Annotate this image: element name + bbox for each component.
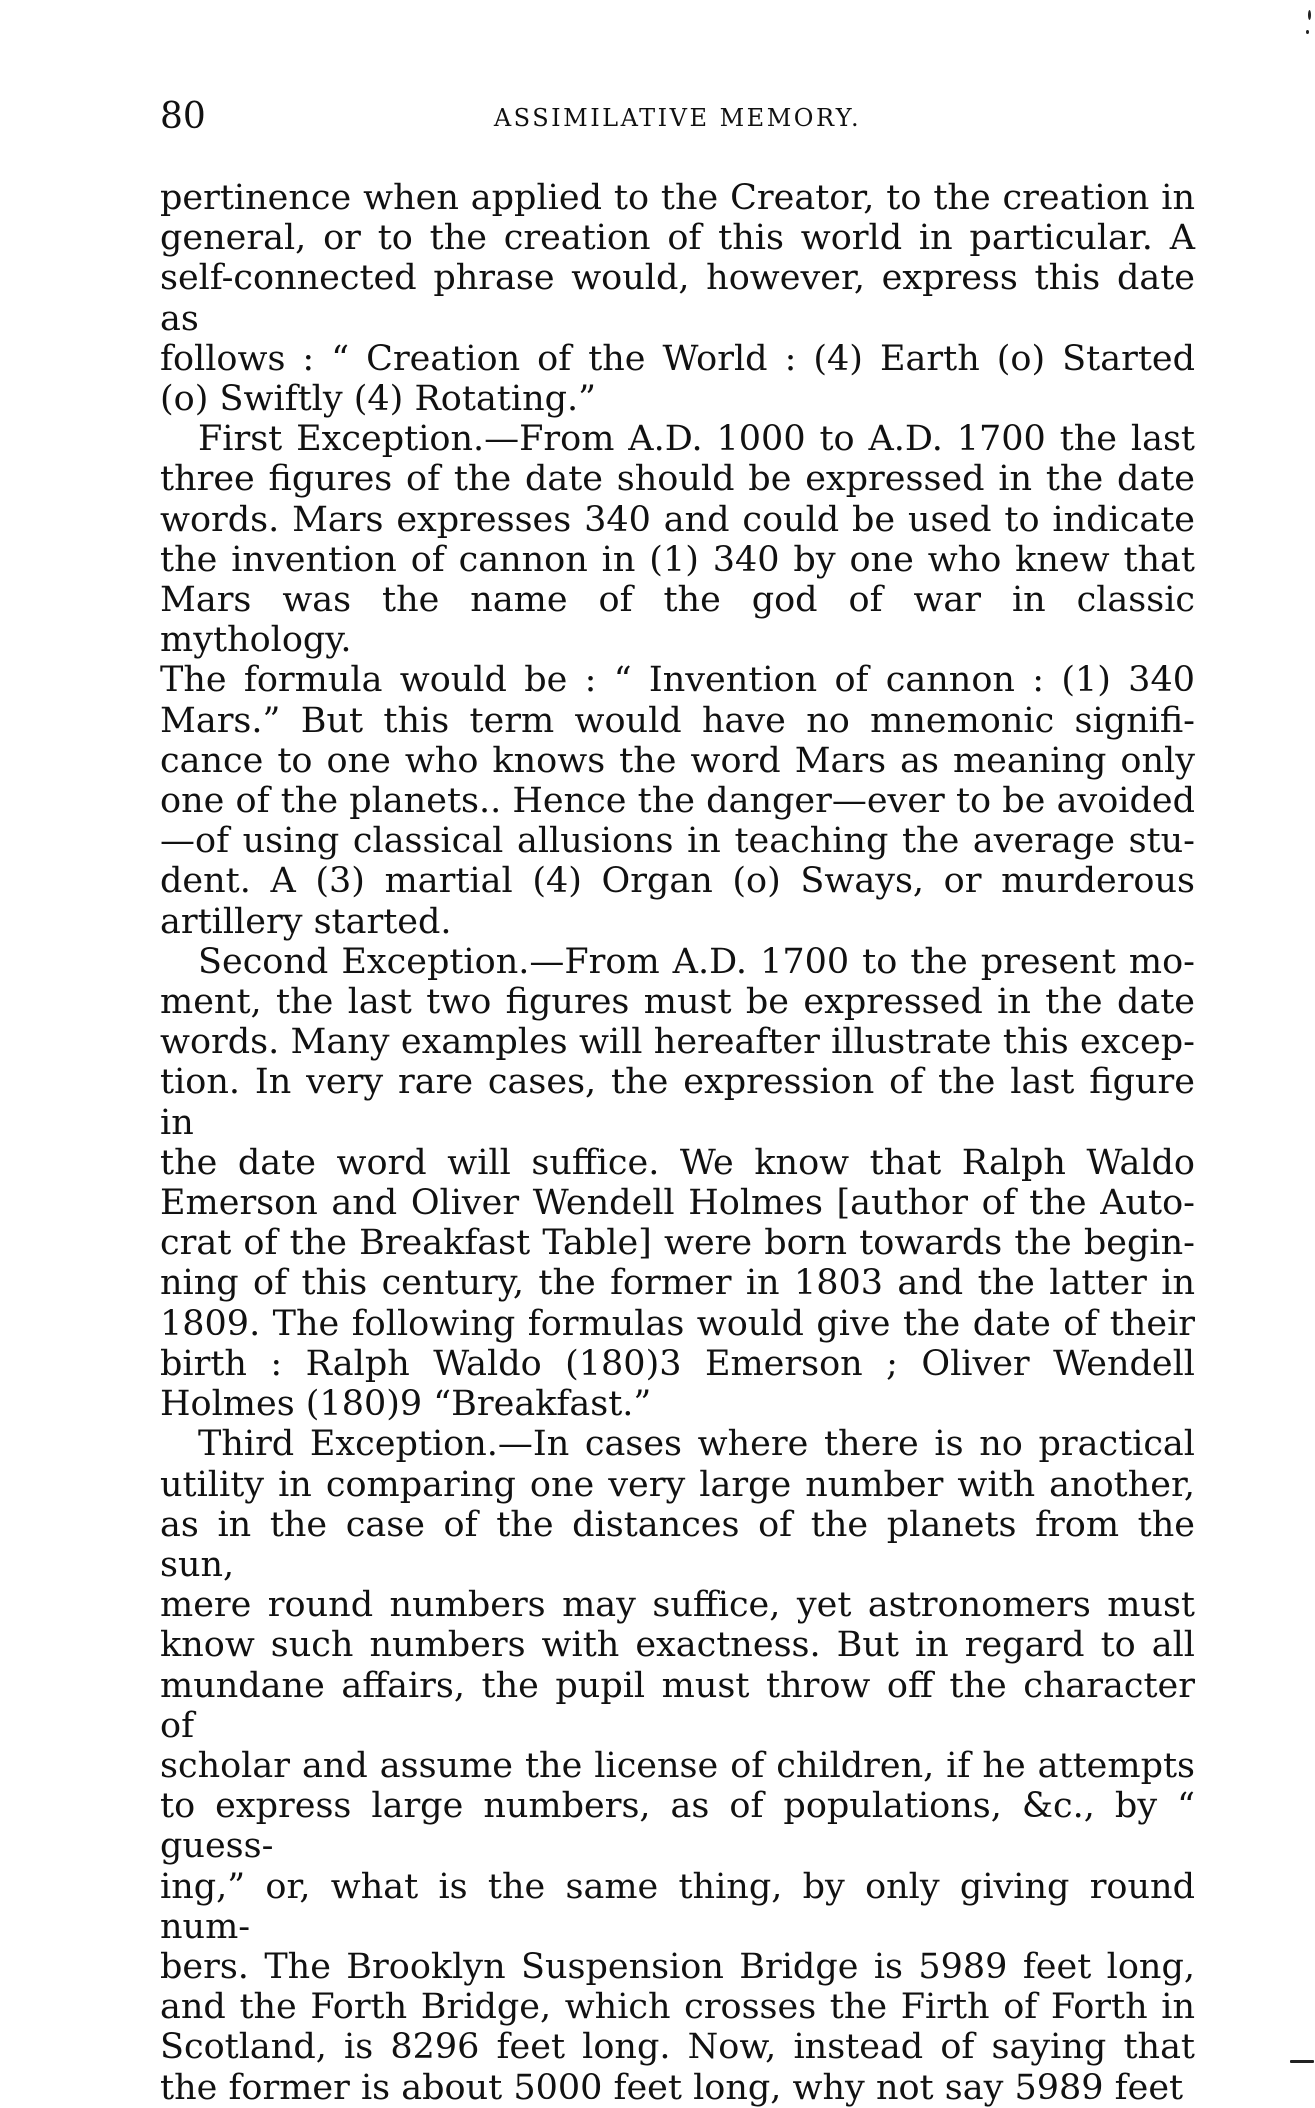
text-line: one of the planets.. Hence the danger—ever to be avoided (160, 781, 1195, 822)
text-line: general, or to the creation of this world in particular. A (160, 218, 1195, 259)
text-line: birth : Ralph Waldo (180)3 Emerson ; Oliver Wendell (160, 1343, 1195, 1384)
text-line: (o) Swiftly (4) Rotating.” (160, 379, 597, 420)
text-line: know such numbers with exactness. But in regard to all (160, 1625, 1195, 1666)
running-head: ASSIMILATIVE MEMORY. (493, 104, 862, 132)
text-line: mere round numbers may suffice, yet astronomers must (160, 1585, 1195, 1626)
text-line: dent. A (3) martial (4) Organ (o) Sways, or murderous (160, 861, 1195, 902)
text-line: Holmes (180)9 “Breakfast.” (160, 1384, 652, 1425)
text-line: the invention of cannon in (1) 340 by one who knew that (160, 539, 1195, 580)
text-line: 1809. The following formulas would give the date of their (160, 1303, 1195, 1344)
paragraph (160, 1424, 1195, 2107)
text-line: pertinence when applied to the Creator, to the creation in (160, 178, 1195, 218)
text-line: words. Many examples will hereafter illustrate this excep- (160, 1022, 1195, 1063)
text-line: cance to one who knows the word Mars as meaning only (160, 740, 1195, 781)
text-line: and the Forth Bridge, which crosses the Firth of Forth in (160, 1987, 1195, 2028)
page-header (160, 92, 1195, 142)
paragraph (160, 178, 1195, 419)
scan-speck (1306, 30, 1309, 34)
text-line: Mars was the name of the god of war in classic mythology. (160, 580, 1195, 661)
text-line: three figures of the date should be expressed in the date (160, 459, 1195, 500)
text-line: Emerson and Oliver Wendell Holmes [author of the Auto- (160, 1183, 1195, 1224)
text-line: follows : “ Creation of the World : (4) Earth (o) Started (160, 338, 1195, 379)
text-line: crat of the Breakfast Table] were born towards the begin- (160, 1223, 1195, 1264)
text-line: utility in comparing one very large number with another, (160, 1464, 1195, 1505)
scan-speck (1290, 2060, 1314, 2063)
text-line: scholar and assume the license of children, if he attempts (160, 1745, 1195, 1786)
text-line: Mars.” But this term would have no mnemonic signifi- (160, 700, 1195, 741)
text-line: bers. The Brooklyn Suspension Bridge is 5989 feet long, (160, 1946, 1195, 1987)
text-line: the former is about 5000 feet long, why not say 5989 feet (160, 2067, 1184, 2108)
text-line: the date word will suffice. We know that Ralph Waldo (160, 1142, 1195, 1183)
text-line: —of using classical allusions in teaching the average stu- (160, 821, 1195, 862)
text-line: as in the case of the distances of the planets from the sun, (160, 1504, 1195, 1585)
body-text (160, 178, 1195, 2108)
text-line: Third Exception.—In cases where there is no practical (198, 1424, 1195, 1465)
text-line: artillery started. (160, 901, 452, 942)
text-line: ning of this century, the former in 1803 and the latter in (160, 1263, 1195, 1304)
text-line: First Exception.—From A.D. 1000 to A.D. 1700 the last (198, 419, 1195, 460)
text-line: words. Mars expresses 340 and could be used to indicate (160, 499, 1195, 540)
text-line: mundane affairs, the pupil must throw off the character of (160, 1665, 1195, 1746)
text-line: ment, the last two figures must be expressed in the date (160, 982, 1195, 1023)
text-line: tion. In very rare cases, the expression of the last figure in (160, 1062, 1195, 1143)
text-line: Second Exception.—From A.D. 1700 to the present mo- (198, 941, 1195, 982)
text-line: The formula would be : “ Invention of cannon : (1) 340 (160, 660, 1195, 701)
text-line: Scotland, is 8296 feet long. Now, instead of saying that (160, 2027, 1195, 2068)
paragraph (160, 419, 1195, 942)
text-line: to express large numbers, as of populations, &c., by “ guess- (160, 1786, 1195, 1867)
scan-speck (1308, 10, 1311, 20)
text-line: ing,” or, what is the same thing, by only giving round num- (160, 1866, 1195, 1947)
page-number: 80 (160, 96, 206, 137)
paragraph (160, 942, 1195, 1424)
text-line: self-connected phrase would, however, express this date as (160, 258, 1195, 339)
